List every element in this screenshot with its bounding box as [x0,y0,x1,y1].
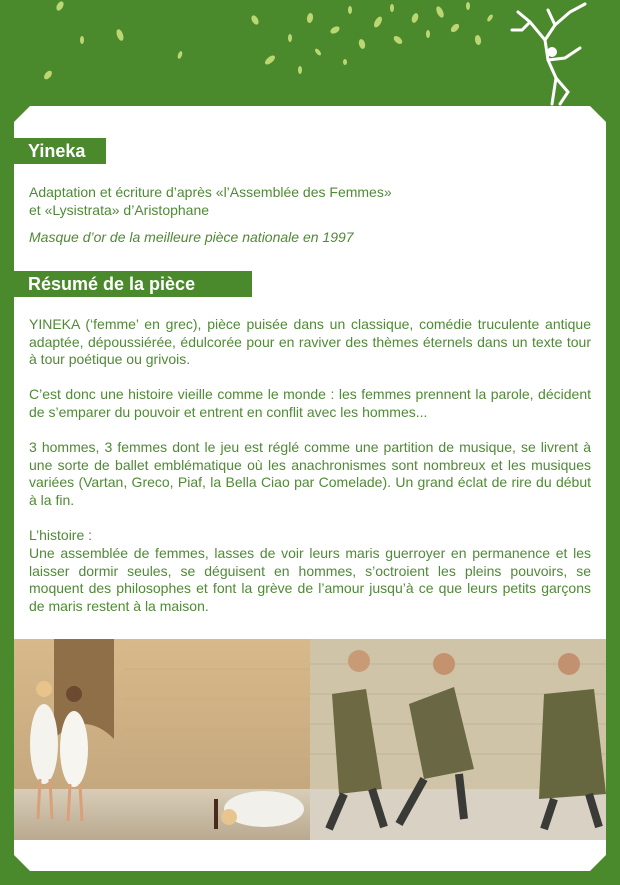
adaptation-line-2: et «Lysistrata» d’Aristophane [29,201,210,218]
paragraph-1: YINEKA (‘femme’ en grec), pièce puisée dans un classique, comédie truculente antique adaptée, dépoussiérée, édulcorée pour en raviver des thèmes éternels dans un texte tour à tour poétique ou grivois. [29,316,591,367]
award-text: Masque d’or de la meilleure pièce nationale en 1997 [29,229,354,245]
header-leaves-decoration [0,0,620,110]
paragraph-4: Une assemblée de femmes, lasses de voir leurs maris guerroyer en permanence et les laisser dormir seules, se déguisent en hommes, s’octroient les pleins pouvoirs, se moquent des philosophes et font la grève de l’amour jusqu’à ce que leurs petits garçons de maris restent à la maison. [29,545,591,614]
adaptation-text [29,184,591,219]
adaptation-line-1: Adaptation et écriture d’après «l’Assemblée des Femmes» [29,184,392,200]
paragraph-4-label: L’histoire : [29,527,93,543]
paragraph-3: 3 hommes, 3 femmes dont le jeu est réglé comme une partition de musique, se livrent à une sorte de ballet emblématique où les anachronismes sont nombreux et les musiques variées (Vartan, Greco, Piaf, la Bella Ciao par Comelade). Un grand éclat de rire du début à la fin. [29,439,591,508]
paragraph-2: C’est donc une histoire vieille comme le monde : les femmes prennent la parole, décident de s’emparer du pouvoir et entrent en conflit avec les hommes... [29,386,591,420]
section-heading-yineka: Yineka [14,138,106,164]
section-heading-resume: Résumé de la pièce [14,271,252,297]
performance-photo [14,639,606,840]
